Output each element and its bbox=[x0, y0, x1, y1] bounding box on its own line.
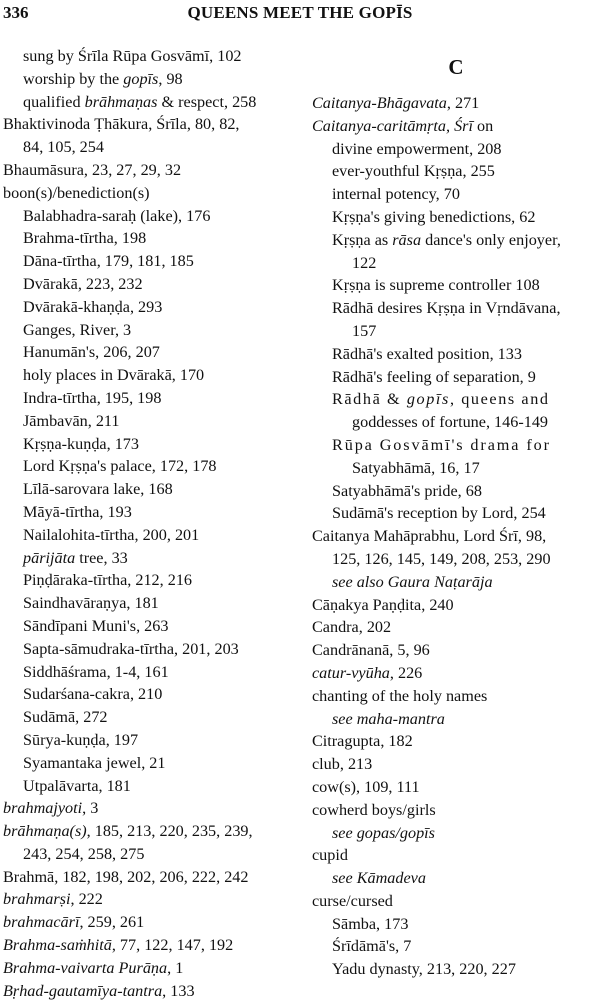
index-entry-text: , 77, 122, 147, 192 bbox=[111, 936, 234, 955]
index-entry-text: Rādhā & bbox=[332, 390, 407, 409]
index-entry-text: cow(s), 109, 111 bbox=[312, 777, 420, 796]
index-entry-text: Balabhadra-saraḥ (lake), 176 bbox=[23, 206, 211, 225]
index-entry-text: tree, 33 bbox=[75, 548, 128, 567]
index-entry bbox=[312, 229, 600, 252]
index-entry bbox=[312, 320, 600, 343]
index-entry bbox=[3, 934, 299, 957]
index-entry bbox=[3, 227, 299, 250]
index-entry bbox=[312, 274, 600, 297]
index-entry bbox=[312, 457, 600, 480]
index-entry-text: Brahmā, 182, 198, 202, 206, 222, 242 bbox=[3, 867, 249, 886]
index-entry-text: Dvārakā-khaṇḍa, 293 bbox=[23, 297, 163, 316]
index-entry-text: Syamantaka jewel, 21 bbox=[23, 753, 166, 772]
index-entry-text: Rādhā's exalted position, 133 bbox=[332, 344, 522, 363]
index-entry-text: 157 bbox=[352, 321, 377, 340]
index-entry-text: worship by the bbox=[23, 69, 124, 88]
index-entry bbox=[312, 138, 600, 161]
index-entry-italic-text: brahmajyoti bbox=[3, 799, 83, 818]
index-entry-text: & respect, 258 bbox=[157, 92, 257, 111]
index-entry-text: Yadu dynasty, 213, 220, 227 bbox=[332, 960, 516, 979]
index-entry bbox=[312, 867, 600, 890]
index-entry-text: , 271 bbox=[446, 94, 480, 112]
index-entry-text: Śrīdāmā's, 7 bbox=[332, 937, 412, 956]
index-entry bbox=[312, 753, 600, 776]
index-entry-text: goddesses of fortune, 146-149 bbox=[352, 413, 549, 432]
index-entry-text: Utpalāvarta, 181 bbox=[23, 776, 131, 795]
index-entry bbox=[312, 252, 600, 275]
index-entry-italic-text: Caitanya-Bhāgavata bbox=[312, 94, 447, 112]
index-entry-text: , 133 bbox=[162, 981, 195, 1000]
index-entry bbox=[312, 913, 600, 936]
index-entry-text: Kṛṣṇa-kuṇḍa, 173 bbox=[23, 434, 139, 453]
index-entry-text: Dvārakā, 223, 232 bbox=[23, 274, 143, 293]
index-entry bbox=[3, 433, 299, 456]
index-entry bbox=[3, 205, 299, 228]
index-entry-text: cowherd boys/girls bbox=[312, 800, 436, 819]
index-entry bbox=[312, 502, 600, 525]
index-entry-text: , 98 bbox=[158, 69, 183, 88]
index-entry bbox=[3, 296, 299, 319]
index-entry-text: Bhaktivinoda Ṭhākura, Śrīla, 80, 82, bbox=[3, 115, 240, 134]
index-entry-text: Sudāmā, 272 bbox=[23, 708, 108, 727]
index-entry-text: Sāmba, 173 bbox=[332, 914, 409, 933]
index-entry bbox=[312, 799, 600, 822]
index-entry-text: Līlā-sarovara lake, 168 bbox=[23, 480, 173, 499]
index-entry-text: Saindhavāraṇya, 181 bbox=[23, 594, 159, 613]
index-entry-text: cupid bbox=[312, 846, 348, 865]
index-entry-italic-text: Bṛhad-gautamīya-tantra bbox=[3, 981, 163, 1000]
index-entry-text: 243, 254, 258, 275 bbox=[23, 844, 145, 863]
index-entry bbox=[312, 206, 600, 229]
index-entry bbox=[3, 980, 299, 1003]
index-entry-text: , 222 bbox=[70, 890, 103, 909]
index-entry-text: Kṛṣṇa is supreme controller 108 bbox=[332, 276, 540, 295]
index-entry-text: chanting of the holy names bbox=[312, 686, 488, 705]
index-entry-text: sung by Śrīla Rūpa Gosvāmī, 102 bbox=[23, 47, 242, 65]
index-entry bbox=[312, 594, 600, 617]
index-entry bbox=[3, 752, 299, 775]
index-entry-text: Hanumān's, 206, 207 bbox=[23, 343, 160, 362]
index-entry-text: Ganges, River, 3 bbox=[23, 320, 132, 339]
index-entry-text: Lord Kṛṣṇa's palace, 172, 178 bbox=[23, 457, 217, 476]
index-entry-italic-text: see gopas/gopīs bbox=[332, 823, 435, 842]
index-entry-text: , 185, 213, 220, 235, 239, bbox=[86, 822, 253, 841]
index-entry-text: internal potency, 70 bbox=[332, 185, 460, 204]
index-entry bbox=[312, 525, 600, 548]
index-entry bbox=[3, 775, 299, 798]
index-entry-text: Candrānanā, 5, 96 bbox=[312, 641, 430, 660]
index-entry bbox=[3, 182, 299, 205]
index-entry bbox=[3, 638, 299, 661]
index-entry bbox=[312, 730, 600, 753]
page-number: 336 bbox=[3, 3, 29, 22]
index-entry-text: Satyabhāmā's pride, 68 bbox=[332, 481, 482, 500]
index-entry-text: , 3 bbox=[82, 799, 99, 818]
index-entry-text: Citragupta, 182 bbox=[312, 732, 413, 751]
index-entry-text: Indra-tīrtha, 195, 198 bbox=[23, 388, 162, 407]
index-entry-italic-text: Caitanya-caritāmṛta, Śrī bbox=[312, 116, 473, 135]
index-entry-text: ever-youthful Kṛṣṇa, 255 bbox=[332, 162, 495, 181]
index-entry-text: 125, 126, 145, 149, 208, 253, 290 bbox=[332, 549, 551, 568]
index-entry bbox=[312, 92, 600, 115]
index-entry-italic-text: see also Gaura Naṭarāja bbox=[332, 572, 493, 591]
index-entry-italic-text: Brahma-vaivarta Purāṇa bbox=[3, 958, 168, 977]
index-entry bbox=[3, 843, 299, 866]
index-entry-italic-text: brāhmaṇa(s) bbox=[3, 822, 87, 841]
index-entry bbox=[3, 455, 299, 478]
index-entry bbox=[312, 571, 600, 594]
index-entry bbox=[3, 524, 299, 547]
index-entry-italic-text: brāhmaṇas bbox=[84, 92, 158, 111]
index-entry-text: Candra, 202 bbox=[312, 618, 392, 637]
index-entry bbox=[3, 273, 299, 296]
index-entry-text: Jāmbavān, 211 bbox=[23, 411, 120, 430]
index-entry-text: 122 bbox=[352, 253, 377, 272]
index-entry-text: Bhaumāsura, 23, 27, 29, 32 bbox=[3, 160, 182, 179]
index-entry bbox=[3, 364, 299, 387]
index-entry bbox=[3, 683, 299, 706]
index-entry bbox=[3, 547, 299, 570]
index-entry-text: Nailalohita-tīrtha, 200, 201 bbox=[23, 525, 200, 544]
index-entry bbox=[3, 250, 299, 273]
index-entry-italic-text: catur-vyūha bbox=[312, 663, 390, 682]
index-entry bbox=[312, 411, 600, 434]
index-entry bbox=[3, 592, 299, 615]
index-entry bbox=[312, 434, 600, 457]
index-entry bbox=[312, 776, 600, 799]
index-entry-italic-text: Brahma-saṁhitā bbox=[3, 936, 112, 955]
index-entry-text: Cāṇakya Paṇḍita, 240 bbox=[312, 595, 454, 614]
index-entry bbox=[3, 615, 299, 638]
index-entry-text: 84, 105, 254 bbox=[23, 138, 104, 157]
index-entry-text: Brahma-tīrtha, 198 bbox=[23, 229, 147, 248]
index-entry bbox=[3, 706, 299, 729]
index-entry-text: Dāna-tīrtha, 179, 181, 185 bbox=[23, 252, 194, 271]
index-entry bbox=[312, 297, 600, 320]
index-entry bbox=[3, 797, 299, 820]
index-entry-text: divine empowerment, 208 bbox=[332, 139, 502, 158]
index-entry-text: Satyabhāmā, 16, 17 bbox=[352, 458, 480, 477]
index-entry-text: Caitanya Mahāprabhu, Lord Śrī, 98, bbox=[312, 527, 547, 546]
index-entry-italic-text: brahmarṣi bbox=[3, 890, 71, 909]
index-entry bbox=[312, 935, 600, 958]
index-entry-text: holy places in Dvārakā, 170 bbox=[23, 366, 205, 385]
index-entry-text: club, 213 bbox=[312, 755, 373, 774]
index-entry-text: dance's only enjoyer, bbox=[421, 230, 561, 249]
index-entry-text: curse/cursed bbox=[312, 891, 393, 910]
index-entry bbox=[312, 685, 600, 708]
index-entry bbox=[312, 958, 600, 981]
index-entry-text: Sāndīpani Muni's, 263 bbox=[23, 616, 169, 635]
letter-heading: C bbox=[448, 55, 464, 79]
index-entries-right bbox=[312, 92, 600, 981]
index-entry-text: , 226 bbox=[389, 663, 423, 682]
index-entry bbox=[312, 822, 600, 845]
index-entry-text: qualified bbox=[23, 92, 85, 111]
index-entry bbox=[312, 388, 600, 411]
index-entry-italic-text: see maha-mantra bbox=[332, 709, 445, 728]
index-entry bbox=[3, 478, 299, 501]
index-entry bbox=[3, 45, 299, 68]
index-entry-text: , 259, 261 bbox=[79, 913, 145, 932]
index-entry bbox=[312, 115, 600, 138]
index-entry-text: Māyā-tīrtha, 193 bbox=[23, 502, 132, 521]
index-entry-text: , queens and bbox=[449, 390, 550, 409]
index-entry bbox=[3, 501, 299, 524]
index-entry bbox=[312, 183, 600, 206]
index-entry-text: Kṛṣṇa as bbox=[332, 230, 393, 249]
index-entry-text: Kṛṣṇa's giving benedictions, 62 bbox=[332, 207, 536, 226]
index-entry bbox=[3, 91, 299, 114]
index-entry-text: Siddhāśrama, 1-4, 161 bbox=[23, 662, 169, 681]
index-entry-text: on bbox=[472, 116, 494, 135]
index-entry-italic-text: rāsa bbox=[392, 230, 422, 249]
index-entry-text: Rādhā desires Kṛṣṇa in Vṛndāvana, bbox=[332, 299, 561, 318]
index-entry bbox=[3, 866, 299, 889]
index-entry-italic-text: see Kāmadeva bbox=[332, 869, 426, 888]
index-entry bbox=[3, 957, 299, 980]
running-head: QUEENS MEET THE GOPĪS bbox=[187, 3, 413, 22]
index-entry bbox=[3, 911, 299, 934]
index-entry bbox=[3, 729, 299, 752]
index-entry-text: Sudarśana-cakra, 210 bbox=[23, 685, 163, 704]
index-entry-italic-text: gopīs bbox=[123, 69, 159, 88]
index-entry bbox=[312, 366, 600, 389]
index-entry bbox=[3, 319, 299, 342]
index-entry bbox=[312, 160, 600, 183]
index-entry bbox=[3, 888, 299, 911]
index-entry bbox=[312, 708, 600, 731]
index-entry bbox=[312, 639, 600, 662]
index-entry-text: Rādhā's feeling of separation, 9 bbox=[332, 367, 536, 386]
index-entry bbox=[3, 569, 299, 592]
index-entry-text: Sudāmā's reception by Lord, 254 bbox=[332, 504, 546, 523]
index-entry-text: , 1 bbox=[167, 958, 184, 977]
index-entry bbox=[3, 410, 299, 433]
index-entry-text: boon(s)/benediction(s) bbox=[3, 183, 150, 202]
index-entry bbox=[3, 113, 299, 136]
index-entry bbox=[3, 341, 299, 364]
index-entry-italic-text: pārijāta bbox=[23, 548, 76, 567]
index-entry bbox=[3, 661, 299, 684]
index-entry bbox=[312, 662, 600, 685]
index-entry bbox=[312, 616, 600, 639]
index-entry bbox=[3, 136, 299, 159]
index-entry bbox=[312, 844, 600, 867]
index-entry bbox=[312, 548, 600, 571]
page-header bbox=[0, 3, 600, 29]
index-entry bbox=[312, 343, 600, 366]
index-entry bbox=[312, 480, 600, 503]
index-entry bbox=[3, 68, 299, 91]
index-entry-text: Piṇḍāraka-tīrtha, 212, 216 bbox=[23, 571, 193, 590]
index-entry-text: Sūrya-kuṇḍa, 197 bbox=[23, 730, 139, 749]
index-column-left bbox=[3, 45, 299, 1002]
index-entry bbox=[312, 890, 600, 913]
index-column-right bbox=[312, 45, 600, 981]
index-entry-text: Sapta-sāmudraka-tīrtha, 201, 203 bbox=[23, 639, 239, 658]
index-entry bbox=[3, 387, 299, 410]
index-entry bbox=[3, 159, 299, 182]
index-entry bbox=[3, 820, 299, 843]
index-entry-italic-text: brahmacārī bbox=[3, 913, 80, 932]
index-entry-text: Rūpa Gosvāmī's drama for bbox=[332, 435, 551, 454]
index-entry-italic-text: gopīs bbox=[406, 390, 450, 409]
